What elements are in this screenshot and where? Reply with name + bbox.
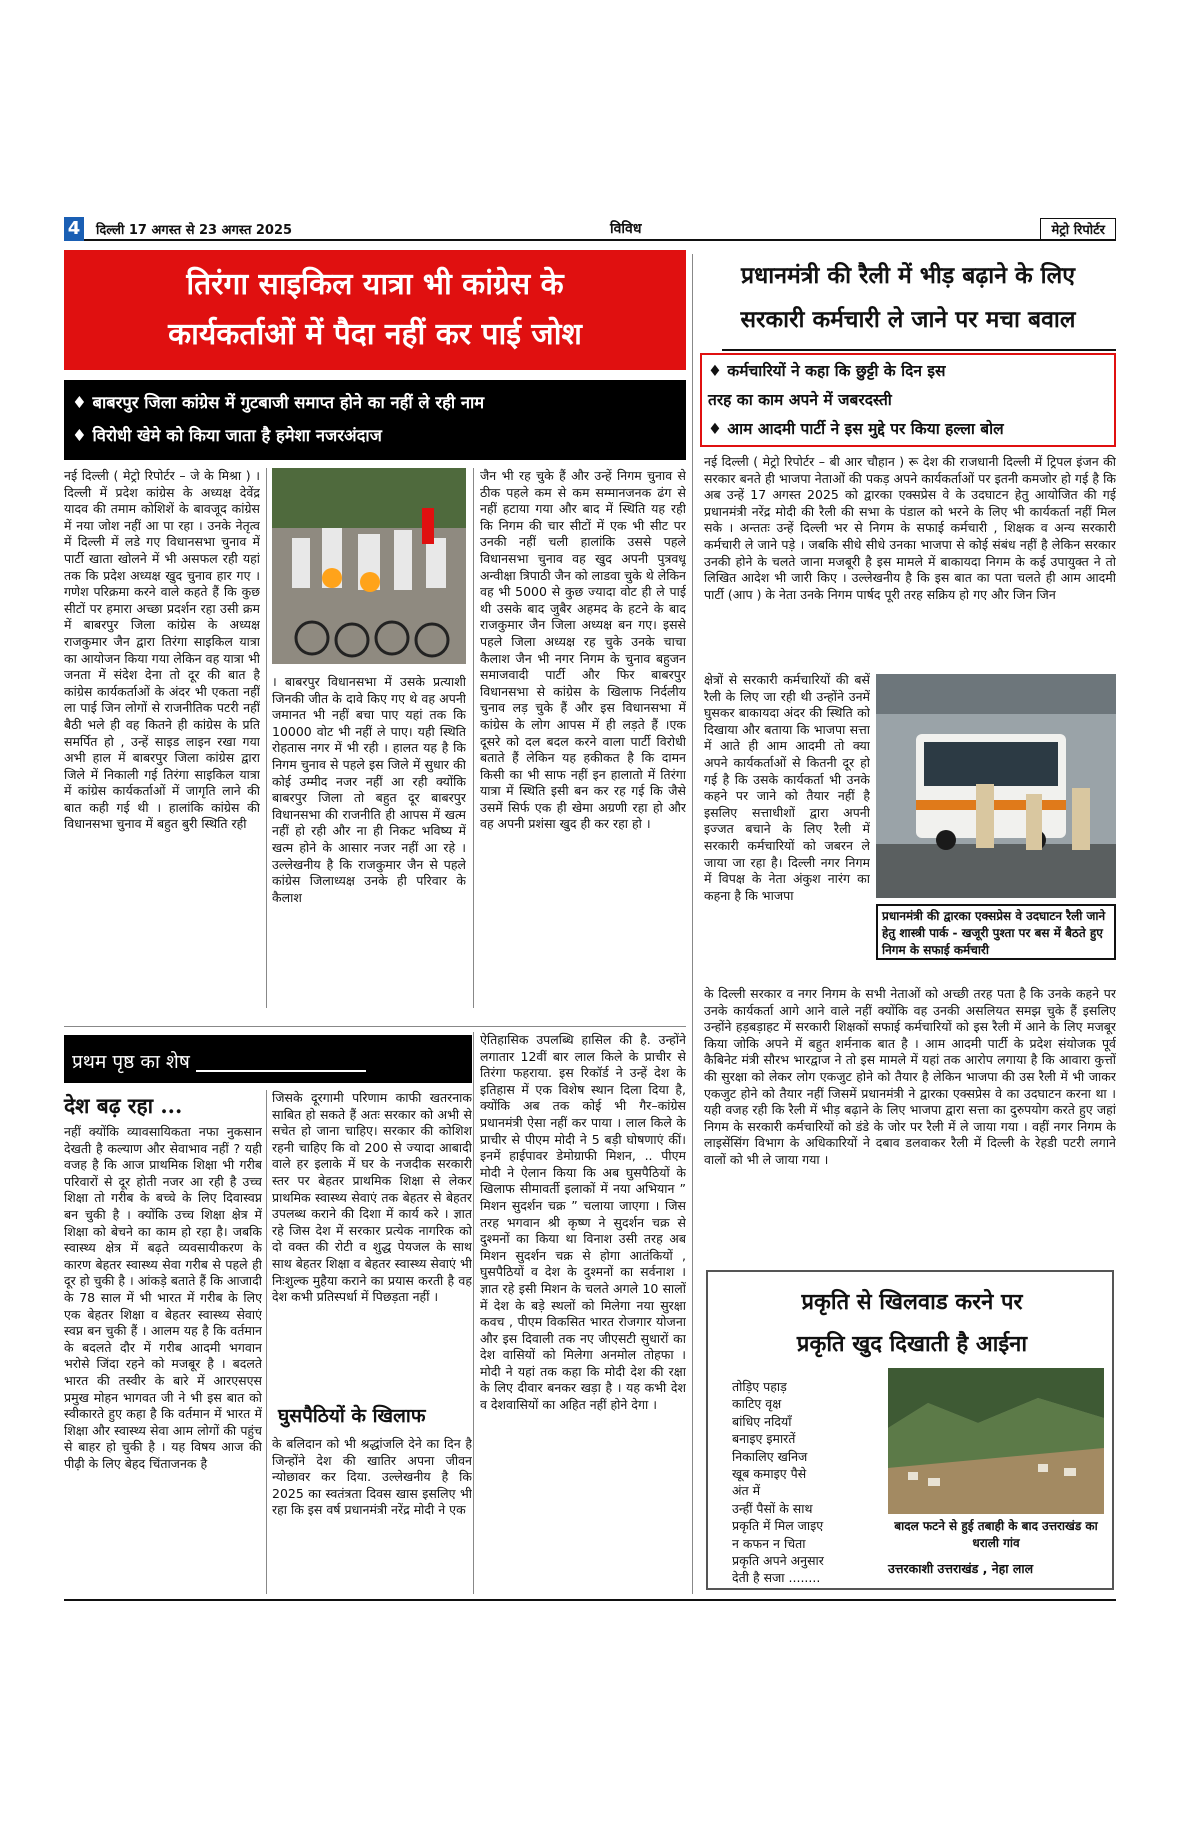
cycle-rally-photo	[272, 468, 466, 664]
story2-deck	[700, 353, 1116, 447]
continued-column-3: ऐतिहासिक उपलब्धि हासिल की है. उन्होंने लगातार 12वीं बार लाल किले के प्राचीर से तिरंगा फहराया. इस रिकॉर्ड ने उन्हें देश के इतिहास में एक विशेष स्थान दिला दिया है, क्योंकि अब तक कोई भी गैर–कांग्रेस प्रधानमंत्री ऐसा नहीं कर पाया । लाल किले के प्राचीर से पीएम मोदी ने 5 बड़ी घोषणाएं कीं। इनमें हाईपावर डेमोग्राफी मिशन, .. पीएम मोदी ने ऐलान किया कि अब घुसपैठियों के खिलाफ सीमावर्ती इलाकों में नया अभियान ” मिशन सुदर्शन चक्र ” चलाया जाएगा । जिस तरह भगवान श्री कृष्ण ने सुदर्शन चक्र से दुश्मनों का किया था विनाश उसी तरह अब मिशन सुदर्शन चक्र से होगा आतंकियों , घुसपैठियों व देश के दुश्मनों का सर्वनाश । ज्ञात रहे इसी मिशन के चलते अगले 10 सालों में देश के बड़े स्थलों को मिलेगा नया सुरक्षा कवच , पीएम विकसित भारत रोजगार योजना और इस दिवाली तक नए जीएसटी सुधारों का देश वासियों को मिलेगा अनमोल तोहफा । मोदी ने यहां तक कहा कि मोदी देश की रक्षा के लिए दीवार बनकर खड़ा है । यह कभी देश व देशवासियों का अहित नहीं होने देगा ।	[480, 1032, 686, 1413]
story2-rule	[722, 349, 1116, 351]
continued-section-title: प्रथम पृष्ठ का शेष	[72, 1051, 190, 1073]
poem-line: उन्हीं पैसों के साथ	[732, 1500, 813, 1516]
poem-line: बनाइए इमारतें	[732, 1431, 796, 1447]
story2-body-bottom: के दिल्ली सरकार व नगर निगम के सभी नेताओं को अच्छी तरह पता है कि उनके कहने पर उनके कार्यकर्ता आगे आने वाले नहीं क्योंकि वह उनकी असलियत समझ चुके हैं इसलिए उन्होंने हड़बड़ाहट में सरकारी शिक्षकों सफाई कर्मचारियों को इस रैली में आने के लिए मजबूर किया जोकि अपने में बहुत शर्मनाक बात है । आम आदमी पार्टी के प्रदेश संयोजक पूर्व कैबिनेट मंत्री सौरभ भारद्वाज ने तो इस मामले में यहां तक आरोप लगाया है कि आवारा कुत्तों की सुरक्षा को लेकर लोग एकजुट होने को तैयार है लेकिन भाजपा की उस रैली में भी जाकर एकजुट होने को तैयार नहीं जिसमें प्रधानमंत्री ने द्वारका एक्सप्रेस वे का उदघाटन करना था । यही वजह रही कि रैली में भीड़ बढ़ाने के लिए भाजपा द्वारा सत्ता का दुरुपयोग करते हुए जहां निगम के सरकारी कर्मचारियों को डंडे के जोर पर रैली में ले जाया गया । वहीं नगर निगम के लाइसेंसिंग विभाग के अधिकारियों ने दबाव डलवाकर रैली में दिल्ली के रेहडी पटरी लगाने वालों को भी ले जाया गया ।	[704, 986, 1116, 1167]
page-number: 4	[64, 217, 84, 241]
poem-line: निकालिए खनिज	[732, 1448, 808, 1464]
continued-subhead-2[interactable]: घुसपैठियों के खिलाफ	[278, 1405, 426, 1427]
bus-photo	[876, 674, 1116, 898]
poem-lines	[732, 1378, 862, 1587]
column-divider	[266, 468, 267, 1008]
story1-headline[interactable]	[64, 250, 686, 370]
poem-title-line1: प्रकृति से खिलवाड करने पर	[801, 1290, 1023, 1315]
section-name: विविध	[610, 221, 642, 237]
poem-line: बांधिए नदियाँ	[732, 1413, 792, 1429]
story1-column-2: । बाबरपुर विधानसभा में उसके प्रत्याशी जिनकी जीत के दावे किए गए थे वह अपनी जमानत भी नहीं बचा पाए यहां तक कि 10000 वोट भी नहीं ले पाए। यही स्थिति रोहतास नगर में भी रही । हालत यह है कि निगम चुनाव से पहले इस जिले में सुधार की कोई उम्मीद नजर नहीं आ रही क्योंकि बाबरपुर जिला तो बहुत दूर बाबरपुर विधानसभा की राजनीति ही आपस में खत्म नहीं हो रही और ना ही निकट भविष्य में खत्म होने के आसार नजर नहीं आ रहे । उल्लेखनीय है कि राजकुमार जैन से पहले कांग्रेस जिलाध्यक्ष उनके ही परिवार के कैलाश	[272, 674, 466, 905]
continued-column-1: नहीं क्योंकि व्यावसायिकता नफा नुकसान देखती है कल्याण और सेवाभाव नहीं ? यही वजह है कि आज प्राथमिक शिक्षा भी गरीब परिवारों से दूर होती नजर आ रही है उच्च शिक्षा तो गरीब के बच्चे के लिए दिवास्वप्न बन चुकी है । क्योंकि उच्च शिक्षा क्षेत्र में शिक्षा को बेचने का काम हो रहा है। जबकि स्वास्थ्य क्षेत्र में बढ़ते व्यवसायीकरण के कारण बेहतर स्वास्थ्य सेवा गरीब से पहले ही दूर हो चुकी है । आंकड़े बताते हैं कि आजादी के 78 साल में भी भारत में गरीब के लिए एक बेहतर शिक्षा व बेहतर स्वास्थ्य सेवाएं स्वप्न बन चुकी हैं । आलम यह है कि वर्तमान के बदलते दौर में गरीब आदमी भगवान भरोसे जिंदा रहने को मजबूर है । बदलते भारत की तस्वीर के बारे में आरएसएस प्रमुख मोहन भागवत जी ने भी इस बात को स्वीकारते हुए कहा है कि वर्तमान में भारत में शिक्षा और स्वास्थ्य सेवा आम लोगों की पहुंच से बाहर हो चुकी है । यह विषय आज की पीढ़ी के लिए बेहद चिंताजनक है	[64, 1124, 262, 1471]
poem-line: खूब कमाइए पैसे	[732, 1466, 807, 1482]
page-bottom-rule	[64, 1599, 1116, 1601]
poem-title[interactable]	[716, 1282, 1108, 1366]
poem-box	[706, 1270, 1114, 1590]
story1-deck-line2: ♦ विरोधी खेमे को किया जाता है हमेशा नजरअंदाज	[72, 426, 382, 445]
story2-headline[interactable]	[700, 254, 1116, 342]
title-underline	[196, 1070, 366, 1072]
poem-line: तोड़िए पहाड़	[732, 1379, 787, 1394]
dharali-photo-caption: बादल फटने से हुई तबाही के बाद उत्तराखंड का धराली गांव	[894, 1519, 1098, 1550]
column-divider	[692, 254, 693, 1594]
column-divider	[473, 468, 474, 1008]
story1-column-1: नई दिल्ली ( मेट्रो रिपोर्टर – जे के मिश्रा ) । दिल्ली में प्रदेश कांग्रेस के अध्यक्ष देवेंद्र यादव की तमाम कोशिशें के बावजूद कांग्रेस में नया जोश नहीं आ पा रहा । उनके नेतृत्व में दिल्ली में लडे गए विधानसभा चुनाव में पार्टी खाता खोलने में भी असफल रही यहां तक कि प्रदेश अध्यक्ष खुद चुनाव हार गए । गणेश परिक्रमा करने वाले कहते हैं कि कुछ सीटों पर हमारा अच्छा प्रदर्शन रहा उसी क्रम में बाबरपुर जिला कांग्रेस के अध्यक्ष राजकुमार जैन द्वारा तिरंगा साइकिल यात्रा का आयोजन किया गया लेकिन वह यात्रा भी जनता में संदेश देना तो दूर की बात है कांग्रेस कार्यकर्ताओं के अंदर भी एकता नहीं ला पाई जिन लोगों से राजनीतिक पटरी नहीं बैठी भले ही वह कितने ही कांग्रेस के प्रति समर्पित हो , उन्हें साइड लाइन रखा गया अभी हाल में बाबरपुर जिला कांग्रेस द्वारा जिले में निकाली गई तिरंगा साइकिल यात्रा में कांग्रेस कार्यकर्ताओं में जागृति लाने की बात कही गई थी । हालांकि कांग्रेस की विधानसभा चुनाव में बहुत बुरी स्थिति रही	[64, 468, 260, 832]
column-divider	[473, 1032, 474, 1594]
poem-credit: उत्तरकाशी उत्तराखंड , नेहा लाल	[888, 1561, 1034, 1576]
poem-line: न कफन न चिता	[732, 1535, 806, 1551]
story2-headline-line2: सरकारी कर्मचारी ले जाने पर मचा बवाल	[740, 306, 1076, 333]
story1-headline-line1: तिरंगा साइकिल यात्रा भी कांग्रेस के	[186, 267, 564, 302]
story2-deck-line3: ♦ आम आदमी पार्टी ने इस मुद्दे पर किया हल्ला बोल	[708, 420, 1004, 438]
bus-photo-caption: प्रधानमंत्री की द्वारका एक्सप्रेस वे उदघाटन रैली जाने हेतु शास्त्री पार्क - खजूरी पुश्ता पर बस में बैठते हुए निगम के सफाई कर्मचारी	[876, 904, 1116, 960]
story2-deck-line2: तरह का काम अपने में जबरदस्ती	[708, 391, 892, 409]
story1-deck-line1: ♦ बाबरपुर जिला कांग्रेस में गुटबाजी समाप्त होने का नहीं ले रही नाम	[72, 393, 485, 412]
story1-headline-line2: कार्यकर्ताओं में पैदा नहीं कर पाई जोश	[168, 317, 582, 352]
paper-name: मेट्रो रिपोर्टर	[1040, 218, 1116, 240]
continued-section-header	[64, 1035, 472, 1083]
story2-body-middle: क्षेत्रों से सरकारी कर्मचारियों की बसें रैली के लिए जा रही थी उन्होंने उनमें घुसकर बाकायदा अंदर की स्थिति को दिखाया और बताया कि भाजपा सत्ता में आते ही आम आदमी तो क्या अपने कार्यकर्ताओं से कितनी दूर हो गई है कि उसके कार्यकर्ता भी उनके कहने पर जाने को तैयार नहीं है इसलिए सत्ताधीशों द्वारा अपनी इज्जत बचाने के लिए रैली में सरकारी कर्मचारियों को जबरन ले जाया जा रहा है। दिल्ली नगर निगम में विपक्ष के नेता अंकुश नारंग का कहना है कि भाजपा	[704, 672, 870, 903]
issue-date: दिल्ली 17 अगस्त से 23 अगस्त 2025	[96, 223, 293, 238]
continued-subhead-1[interactable]: देश बढ़ रहा ...	[64, 1093, 183, 1118]
story2-headline-line1: प्रधानमंत्री की रैली में भीड़ बढ़ाने के लिए	[741, 262, 1075, 289]
poem-line: अंत में	[732, 1483, 761, 1499]
continued-column-2b: के बलिदान को भी श्रद्धांजलि देने का दिन है जिन्होंने देश की खातिर अपना जीवन न्योछावर कर दिया. उल्लेखनीय है कि 2025 का स्वतंत्रता दिवस खास इसलिए भी रहा कि इस वर्ष प्रधानमंत्री नरेंद्र मोदी ने एक	[272, 1436, 472, 1518]
column-divider	[266, 1090, 267, 1594]
poem-line: काटिए वृक्ष	[732, 1396, 782, 1412]
story1-column-3: जैन भी रह चुके हैं और उन्हें निगम चुनाव से ठीक पहले कम से कम सम्मानजनक ढंग से नहीं हटाया गया और बाद में स्थिति यह रही कि निगम की चार सीटों में एक भी सीट पर उनकी नहीं चली हालांकि उससे पहले विधानसभा चुनाव वह खुद अपनी पुत्रवधू अन्वीक्षा त्रिपाठी जैन को लाडवा चुके थे लेकिन वह भी 5000 से कुछ ज्यादा वोट ही ले पाई थी उसके बाद जुबैर अहमद के हटने के बाद राजकुमार जैन जिला अध्यक्ष बन गए। इससे पहले जिला अध्यक्ष रह चुके उनके चाचा कैलाश जैन भी नगर निगम के चुनाव बहुजन समाजवादी पार्टी और फिर बाबरपुर विधानसभा से कांग्रेस के खिलाफ निर्दलीय चुनाव लड़ चुके हैं और इस विधानसभा में कांग्रेस के लोग आपस में ही लड़ते हैं ।एक दूसरे को दल बदल करने वाला पार्टी विरोधी बताते हैं लेकिन यह हकीकत है कि दामन किसी का भी साफ नहीं इन हालातो में तिरंगा यात्रा में स्थिति इसी बन कर रह गई कि जैसे उसमें सिर्फ एक ही खेमा अग्रणी रहा हो और वह अपनी प्रशंसा खुद ही कर रहा हो ।	[480, 468, 686, 832]
story2-body-top: नई दिल्ली ( मेट्रो रिपोर्टर – बी आर चौहान ) रू देश की राजधानी दिल्ली में ट्रिपल इंजन की सरकार बनते ही भाजपा नेताओं की पकड़ अपने कार्यकर्ताओं पर इतनी कमजोर हो गई है कि अब उन्हें 17 अगस्त 2025 को द्वारका एक्सप्रेस वे के उदघाटन हेतु आयोजित की गई प्रधानमंत्री नरेंद्र मोदी की रैली की सभा के पंडाल को भरने के लिए भी कार्यकर्ता नहीं मिल सके । अन्ततः उन्हें दिल्ली भर से निगम के सफाई कर्मचारी , शिक्षक व अन्य सरकारी कर्मचारी ले जाने पड़े । जबकि सीधे सीधे उनका भाजपा से कोई संबंध नहीं है लेकिन सरकार उनकी होने के चलते जाना मजबूरी है इस मामले में बाकायदा निगम के कई उपायुक्त ने तो लिखित आदेश भी जारी किए । उल्लेखनीय है कि इस बात का पता चलते ही आम आदमी पार्टी (आप ) के नेता उनके निगम पार्षद पूरी तरह सक्रिय हो गए और जिन जिन	[704, 454, 1116, 602]
story2-deck-line1: ♦ कर्मचारियों ने कहा कि छुट्टी के दिन इस	[708, 362, 946, 380]
dharali-village-photo	[888, 1368, 1104, 1514]
page-header	[64, 217, 1116, 241]
continued-column-2: जिसके दूरगामी परिणाम काफी खतरनाक साबित हो सकते हैं अतः सरकार को अभी से सचेत हो जाना चाहिए। सरकार की कोशिश रहनी चाहिए कि वो 200 से ज्यादा आबादी वाले हर इलाके में घर के नजदीक सरकारी स्तर पर बेहतर प्राथमिक शिक्षा से लेकर प्राथमिक स्वास्थ्य सेवाएं तक बेहतर से बेहतर उपलब्ध कराने की दिशा में कार्य करे । ज्ञात रहे जिस देश में सरकार प्रत्येक नागरिक को दो वक्त की रोटी व शुद्ध पेयजल के साथ साथ बेहतर शिक्षा व बेहतर स्वास्थ्य सेवाएं भी निःशुल्क मुहैया कराने का प्रयास करती है वह देश कभी प्रतिस्पर्धा में पिछड़ता नहीं ।	[272, 1090, 472, 1305]
poem-line: प्रकृति में मिल जाइए	[732, 1518, 824, 1534]
poem-line: देती है सजा ........	[732, 1570, 821, 1586]
poem-title-line2: प्रकृति खुद दिखाती है आईना	[796, 1332, 1028, 1357]
section-divider	[64, 1026, 686, 1027]
poem-line: प्रकृति अपने अनुसार	[732, 1553, 824, 1569]
story1-deck	[64, 380, 686, 460]
